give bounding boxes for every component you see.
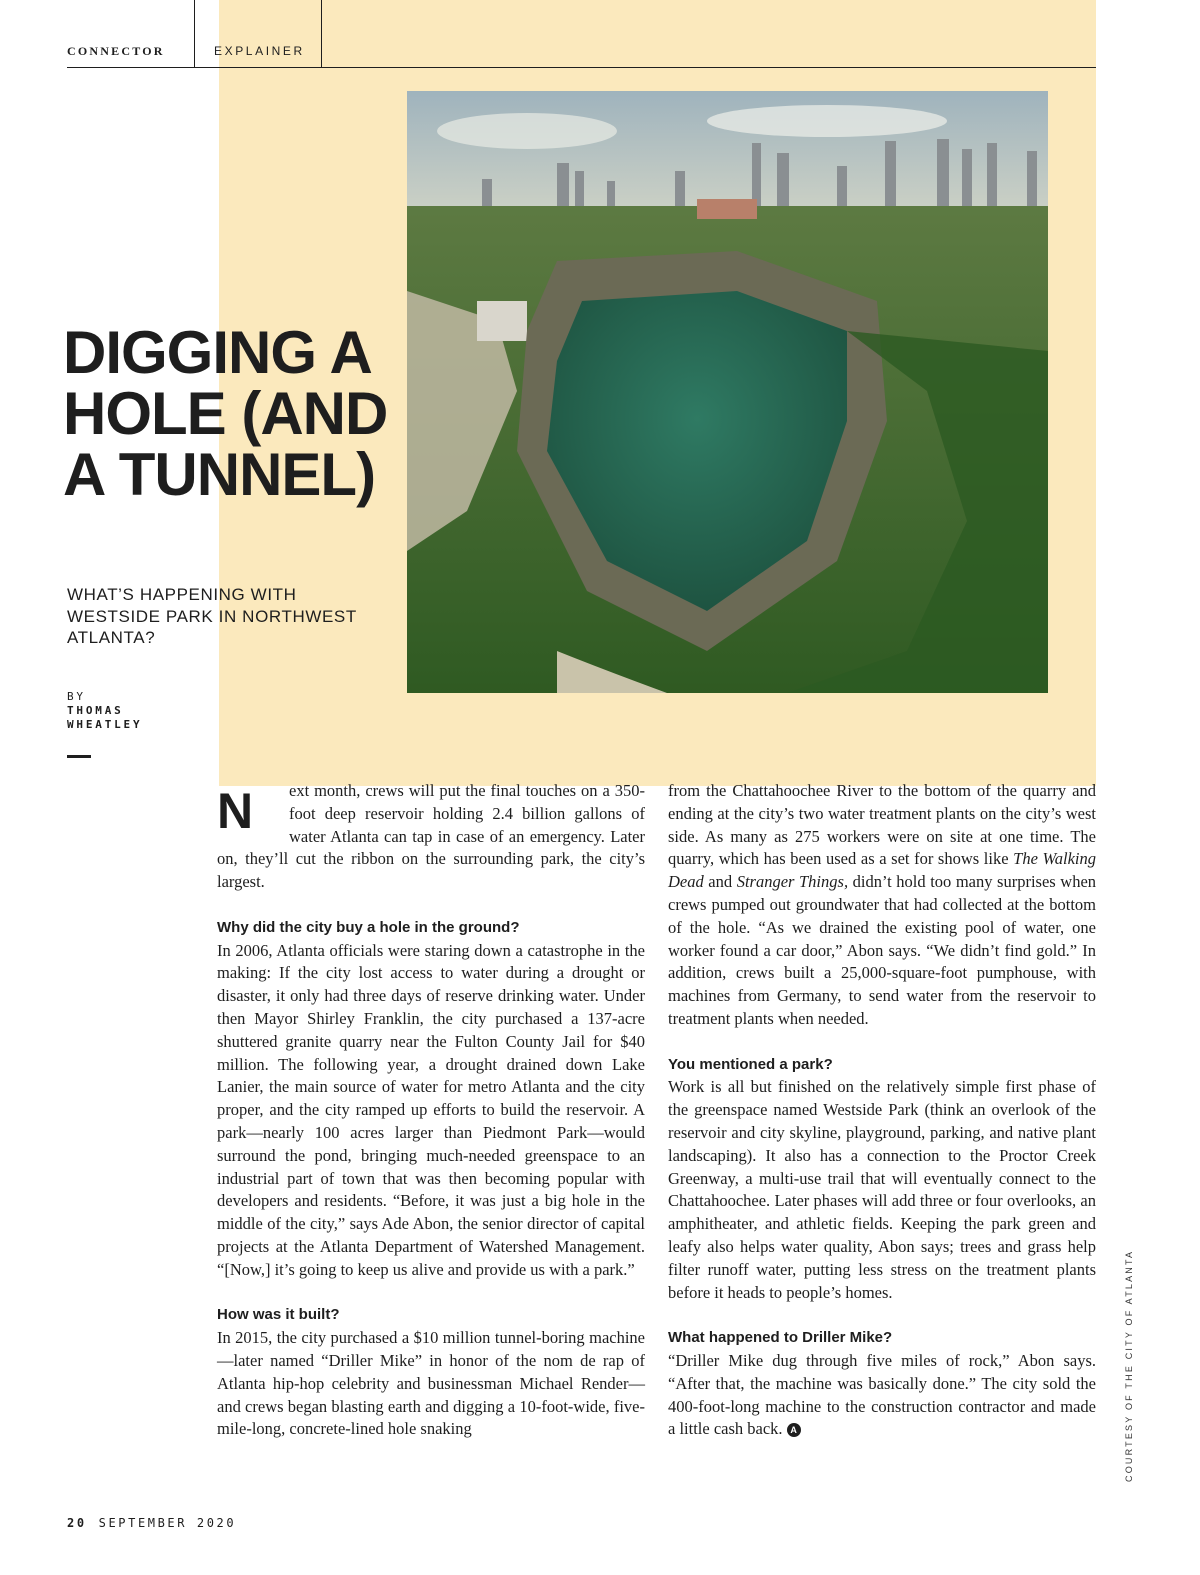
subhead: WHAT’S HAPPENING WITH WESTSIDE PARK IN NORTHWEST ATLANTA?	[67, 585, 357, 647]
answer-paragraph: In 2006, Atlanta officials were staring down a catastrophe in the making: If the city lost access to water during a drought or disaster, it only had three days of reserve drinking water. Under then Mayor Shirley Franklin, the city purchased a 137-acre shuttered granite quarry near the Fulton County Jail for $40 million. The following year, a drought drained down Lake Lanier, the main source of water for metro Atlanta and the city proper, and the city ramped up efforts to build the reservoir. A park—nearly 100 acres larger than Piedmont Park—would surround the pond, bringing much-needed greenspace to an industrial part of town that was then becoming popular with developers and residents. “Before, it was just a big hole in the middle of the city,” says Ade Abon, the senior director of capital projects at the Atlanta Department of Watershed Management. “[Now,] it’s going to keep us alive and provide us with a park.”	[217, 940, 645, 1279]
section-label: CONNECTOR	[67, 44, 165, 58]
aerial-quarry-photo	[407, 91, 1048, 693]
header-divider	[194, 0, 195, 68]
question-heading: How was it built?	[217, 1306, 340, 1324]
article-column-left	[217, 780, 645, 1441]
header-divider	[321, 0, 322, 68]
answer-paragraph: Work is all but finished on the relatively simple first phase of the greenspace named Westside Park (think an overlook of the reservoir and city skyline, playground, parking, and native plant landscaping). It also has a connection to the Proctor Creek Greenway, a multi-use trail that will eventually connect to the Chattahoochee. Later phases will add three or four overlooks, an amphitheater, and athletic fields. Keeping the park green and leafy also helps water quality, Abon says; trees and grass help filter runoff water, putting less stress on the treatment plants before it heads to people’s homes.	[668, 1077, 1096, 1302]
issue-date: SEPTEMBER 2020	[98, 1516, 237, 1530]
byline	[67, 690, 142, 732]
header-rule	[67, 67, 1096, 68]
author-name: WHEATLEY	[67, 718, 143, 731]
question-heading: What happened to Driller Mike?	[668, 1329, 893, 1347]
headline: DIGGING A HOLE (AND A TUNNEL)	[63, 319, 388, 508]
intro-paragraph: N ext month, crews will put the final touches on a 350-foot deep reservoir holding 2.4 billion gallons of water Atlanta can tap in case of an emergency. Later on, they’ll cut the ribbon on the surrounding park, the city’s largest.	[217, 781, 645, 892]
answer-paragraph: In 2015, the city purchased a $10 million tunnel-boring machine—later named “Driller Mike” in honor of the nom de rap of Atlanta hip-hop celebrity and businessman Michael Render—and crews began blasting earth and digging a 10-foot-wide, five-mile-long, concrete-lined hole snaking	[217, 1328, 645, 1439]
show-title: Stranger Things,	[736, 872, 849, 892]
question-heading: Why did the city buy a hole in the ground?	[217, 918, 520, 936]
answer-paragraph: “Driller Mike dug through five miles of rock,” Abon says. “After that, the machine was basically done.” The city sold the 400-foot-long machine to the construction contractor and made a little cash back. A	[668, 1350, 1096, 1439]
photo-credit: COURTESY OF THE CITY OF ATLANTA	[1124, 1249, 1134, 1482]
show-title: The Walking Dead	[668, 849, 1096, 892]
page-footer	[67, 1516, 236, 1530]
article-column-right	[668, 780, 1096, 1441]
category-label: EXPLAINER	[214, 44, 305, 58]
byline-dash	[67, 755, 91, 758]
end-mark-icon: A	[787, 1423, 801, 1437]
author-name: THOMAS	[67, 704, 124, 717]
drop-cap: N	[217, 783, 254, 839]
question-heading: You mentioned a park?	[668, 1055, 833, 1073]
byline-prefix: BY	[67, 690, 86, 703]
answer-paragraph: from the Chattahoochee River to the bottom of the quarry and ending at the city’s two water treatment plants on the city’s west side. As many as 275 workers were on site at one time. The quarry, which has been used as a set for shows like The Walking Dead and Stranger Things, didn’t hold too many surprises when crews pumped out groundwater that had collected at the bottom of the hole. “As we drained the existing pool of water, one worker found a car door,” Abon says. “We didn’t find gold.” In addition, crews built a 25,000-square-foot pumphouse, with machines from Germany, to send water from the reservoir to treatment plants when needed.	[668, 781, 1097, 1028]
page-number: 20	[67, 1516, 87, 1530]
